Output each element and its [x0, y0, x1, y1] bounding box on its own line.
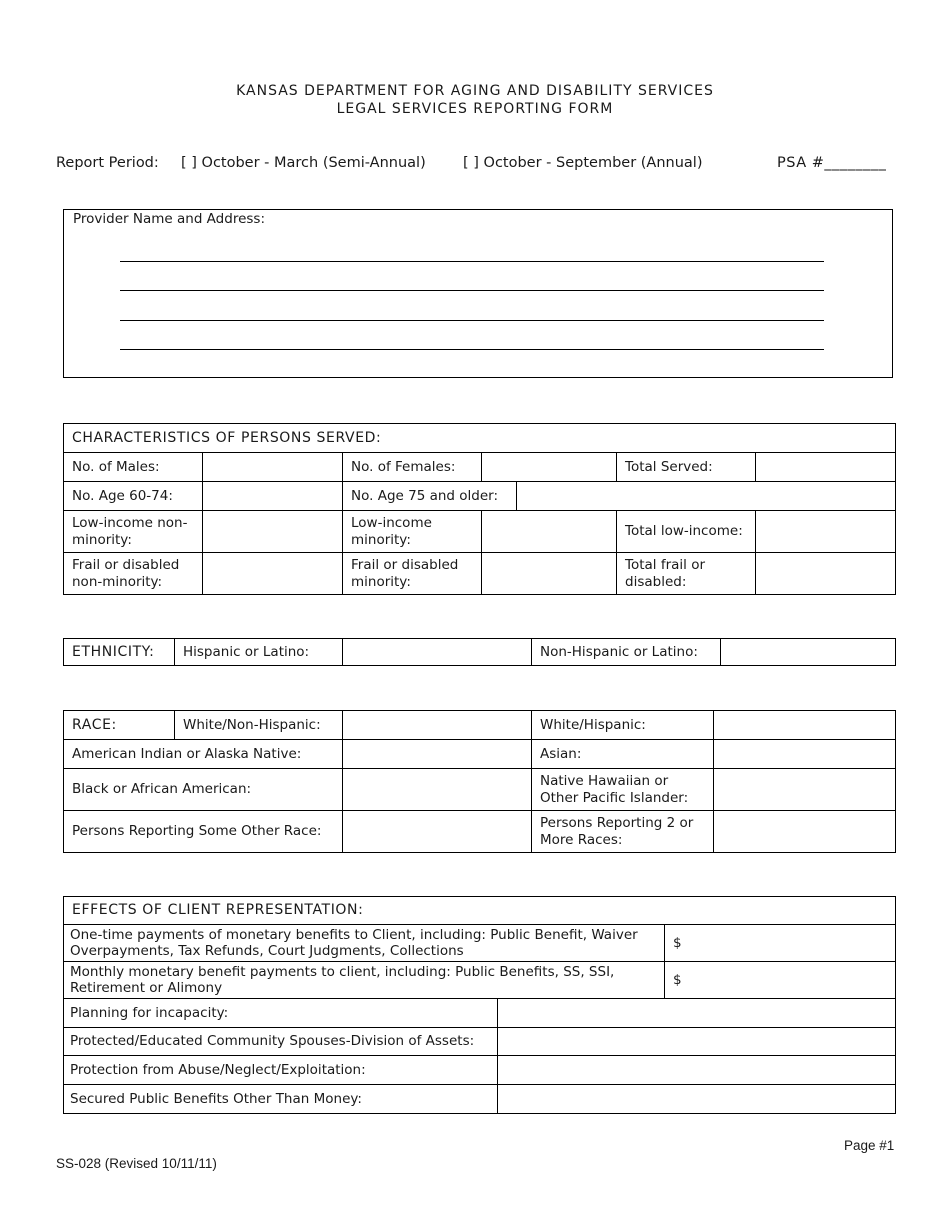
- low-income-non-minority-input[interactable]: [203, 511, 343, 553]
- hispanic-input[interactable]: [343, 639, 532, 666]
- low-income-minority-label: Low-income minority:: [343, 511, 482, 553]
- provider-line-4[interactable]: [120, 349, 824, 350]
- total-low-income-label: Total low-income:: [617, 511, 756, 553]
- age-75-input[interactable]: [517, 482, 896, 511]
- age-75-label: No. Age 75 and older:: [343, 482, 517, 511]
- american-indian-input[interactable]: [343, 740, 532, 769]
- total-frail-label: Total frail or disabled:: [617, 553, 756, 595]
- monthly-payments-input[interactable]: [665, 962, 896, 999]
- one-time-payments-input[interactable]: [665, 925, 896, 962]
- low-income-non-minority-label: Low-income non-minority:: [64, 511, 203, 553]
- ethnicity-table: [63, 638, 896, 666]
- characteristics-table: [63, 423, 896, 595]
- asian-input[interactable]: [714, 740, 896, 769]
- protection-abuse-input[interactable]: [498, 1056, 896, 1085]
- total-frail-input[interactable]: [756, 553, 896, 595]
- two-or-more-races-input[interactable]: [714, 811, 896, 853]
- males-label: No. of Males:: [64, 453, 203, 482]
- report-period-annual-option[interactable]: [ ] October - September (Annual): [463, 155, 703, 171]
- total-served-label: Total Served:: [617, 453, 756, 482]
- psa-number-field[interactable]: PSA #________: [777, 155, 887, 171]
- white-non-hispanic-input[interactable]: [343, 711, 532, 740]
- total-low-income-input[interactable]: [756, 511, 896, 553]
- secured-benefits-label: Secured Public Benefits Other Than Money:: [64, 1085, 498, 1114]
- provider-line-1[interactable]: [120, 261, 824, 262]
- provider-line-3[interactable]: [120, 320, 824, 321]
- some-other-race-input[interactable]: [343, 811, 532, 853]
- black-label: Black or African American:: [64, 769, 343, 811]
- provider-box: [63, 209, 893, 378]
- form-number: SS-028 (Revised 10/11/11): [56, 1156, 217, 1171]
- low-income-minority-input[interactable]: [482, 511, 617, 553]
- age-60-74-label: No. Age 60-74:: [64, 482, 203, 511]
- protected-spouses-input[interactable]: [498, 1028, 896, 1056]
- agency-title: KANSAS DEPARTMENT FOR AGING AND DISABILITY SERVICES: [236, 83, 714, 99]
- planning-incapacity-input[interactable]: [498, 999, 896, 1028]
- protected-spouses-label: Protected/Educated Community Spouses-Division of Assets:: [64, 1028, 498, 1056]
- females-label: No. of Females:: [343, 453, 482, 482]
- asian-label: Asian:: [532, 740, 714, 769]
- race-table: [63, 710, 896, 853]
- provider-label: Provider Name and Address:: [73, 211, 265, 227]
- monthly-payments-label: Monthly monetary benefit payments to client, including: Public Benefits, SS, SSI, Retirement or Alimony: [64, 962, 665, 999]
- one-time-payments-label: One-time payments of monetary benefits to Client, including: Public Benefit, Waiver Overpayments, Tax Refunds, Court Judgments, Collections: [64, 925, 665, 962]
- planning-incapacity-label: Planning for incapacity:: [64, 999, 498, 1028]
- white-hispanic-input[interactable]: [714, 711, 896, 740]
- two-or-more-races-label: Persons Reporting 2 or More Races:: [532, 811, 714, 853]
- race-title: RACE:: [64, 711, 175, 740]
- white-non-hispanic-label: White/Non-Hispanic:: [175, 711, 343, 740]
- american-indian-label: American Indian or Alaska Native:: [64, 740, 343, 769]
- report-period-label: Report Period:: [56, 155, 159, 171]
- total-served-input[interactable]: [756, 453, 896, 482]
- one-time-dollar-sign: $: [673, 934, 682, 951]
- report-period-semi-annual-option[interactable]: [ ] October - March (Semi-Annual): [181, 155, 426, 171]
- non-hispanic-label: Non-Hispanic or Latino:: [532, 639, 721, 666]
- form-title: LEGAL SERVICES REPORTING FORM: [336, 101, 614, 117]
- native-hawaiian-label: Native Hawaiian or Other Pacific Islander:: [532, 769, 714, 811]
- white-hispanic-label: White/Hispanic:: [532, 711, 714, 740]
- frail-minority-input[interactable]: [482, 553, 617, 595]
- protection-abuse-label: Protection from Abuse/Neglect/Exploitation:: [64, 1056, 498, 1085]
- effects-table: [63, 896, 896, 1114]
- native-hawaiian-input[interactable]: [714, 769, 896, 811]
- monthly-dollar-sign: $: [673, 971, 682, 988]
- age-60-74-input[interactable]: [203, 482, 343, 511]
- frail-non-minority-label: Frail or disabled non-minority:: [64, 553, 203, 595]
- hispanic-label: Hispanic or Latino:: [175, 639, 343, 666]
- page-number: Page #1: [844, 1138, 895, 1153]
- black-input[interactable]: [343, 769, 532, 811]
- frail-non-minority-input[interactable]: [203, 553, 343, 595]
- females-input[interactable]: [482, 453, 617, 482]
- non-hispanic-input[interactable]: [721, 639, 896, 666]
- frail-minority-label: Frail or disabled minority:: [343, 553, 482, 595]
- ethnicity-title: ETHNICITY:: [64, 639, 175, 666]
- some-other-race-label: Persons Reporting Some Other Race:: [64, 811, 343, 853]
- males-input[interactable]: [203, 453, 343, 482]
- secured-benefits-input[interactable]: [498, 1085, 896, 1114]
- provider-line-2[interactable]: [120, 290, 824, 291]
- effects-title: EFFECTS OF CLIENT REPRESENTATION:: [64, 897, 896, 925]
- characteristics-title: CHARACTERISTICS OF PERSONS SERVED:: [64, 424, 896, 453]
